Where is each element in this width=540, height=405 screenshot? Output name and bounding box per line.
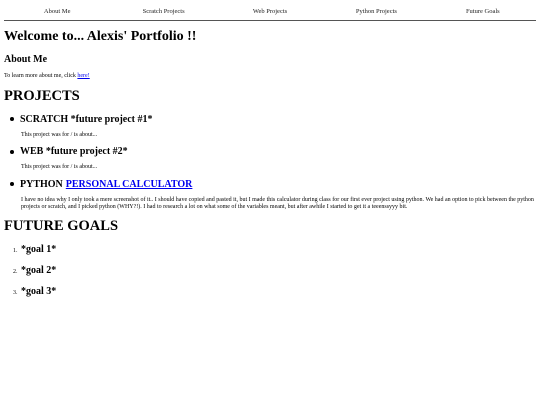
- project-title: [10, 113, 534, 126]
- goal-text: *goal 1*: [21, 243, 57, 255]
- goal-text: *goal 3*: [21, 285, 57, 297]
- goal-item: [13, 285, 534, 298]
- goal-item: [13, 264, 534, 277]
- future-goals-heading: FUTURE GOALS: [4, 217, 119, 234]
- personal-calculator-link[interactable]: PERSONAL CALCULATOR: [65, 178, 193, 190]
- projects-list: [4, 113, 534, 212]
- bullet-icon: [10, 117, 14, 121]
- main-content: [4, 26, 534, 306]
- goal-number: 1.: [13, 247, 18, 254]
- goal-text: *goal 2*: [21, 264, 57, 276]
- project-title-text: WEB *future project #2*: [20, 146, 128, 157]
- nav-item-web-projects[interactable]: Web Projects: [252, 8, 288, 15]
- nav-item-future-goals[interactable]: Future Goals: [465, 8, 500, 15]
- about-text: [4, 73, 534, 81]
- top-navigation: [4, 3, 536, 21]
- page-title: Welcome to... Alexis' Portfolio !!: [4, 29, 197, 44]
- goals-section: [4, 218, 534, 298]
- project-description: This project was for / is about...: [21, 164, 98, 170]
- projects-heading: PROJECTS: [4, 87, 80, 104]
- nav-item-python-projects[interactable]: Python Projects: [355, 8, 397, 15]
- goal-number: 2.: [13, 268, 18, 275]
- project-item-scratch: [10, 113, 534, 140]
- project-title: [10, 145, 534, 158]
- bullet-icon: [10, 150, 14, 154]
- nav-item-scratch-projects[interactable]: Scratch Projects: [142, 8, 185, 15]
- project-title-text: SCRATCH *future project #1*: [20, 113, 153, 125]
- about-heading: About Me: [4, 54, 48, 65]
- project-item-python: [10, 178, 534, 212]
- about-section: [4, 53, 534, 81]
- nav-item-about-me[interactable]: About Me: [43, 8, 71, 15]
- about-text-prefix: To learn more about me, click: [4, 73, 78, 79]
- goal-item: [13, 243, 534, 256]
- goal-number: 3.: [13, 289, 18, 296]
- project-item-web: [10, 145, 534, 172]
- project-title: [10, 178, 534, 191]
- project-description: I have no idea why I only took a mere screenshot of it.. I should have copied and pasted it, but I made this calculator during class for our first ever project using python. We had an option to pick between the python projects or scratch, and I picked python (WHY?!). I had to research a lot on what some of the variables meant, but after awhile I started to get it a teeenssyyy bit.: [21, 196, 534, 210]
- bullet-icon: [10, 182, 14, 186]
- about-here-link[interactable]: here!: [77, 73, 90, 79]
- project-title-text: PYTHON: [20, 178, 63, 190]
- projects-section: [4, 88, 534, 212]
- goals-list: [4, 243, 534, 298]
- project-description: This project was for / is about...: [21, 131, 98, 138]
